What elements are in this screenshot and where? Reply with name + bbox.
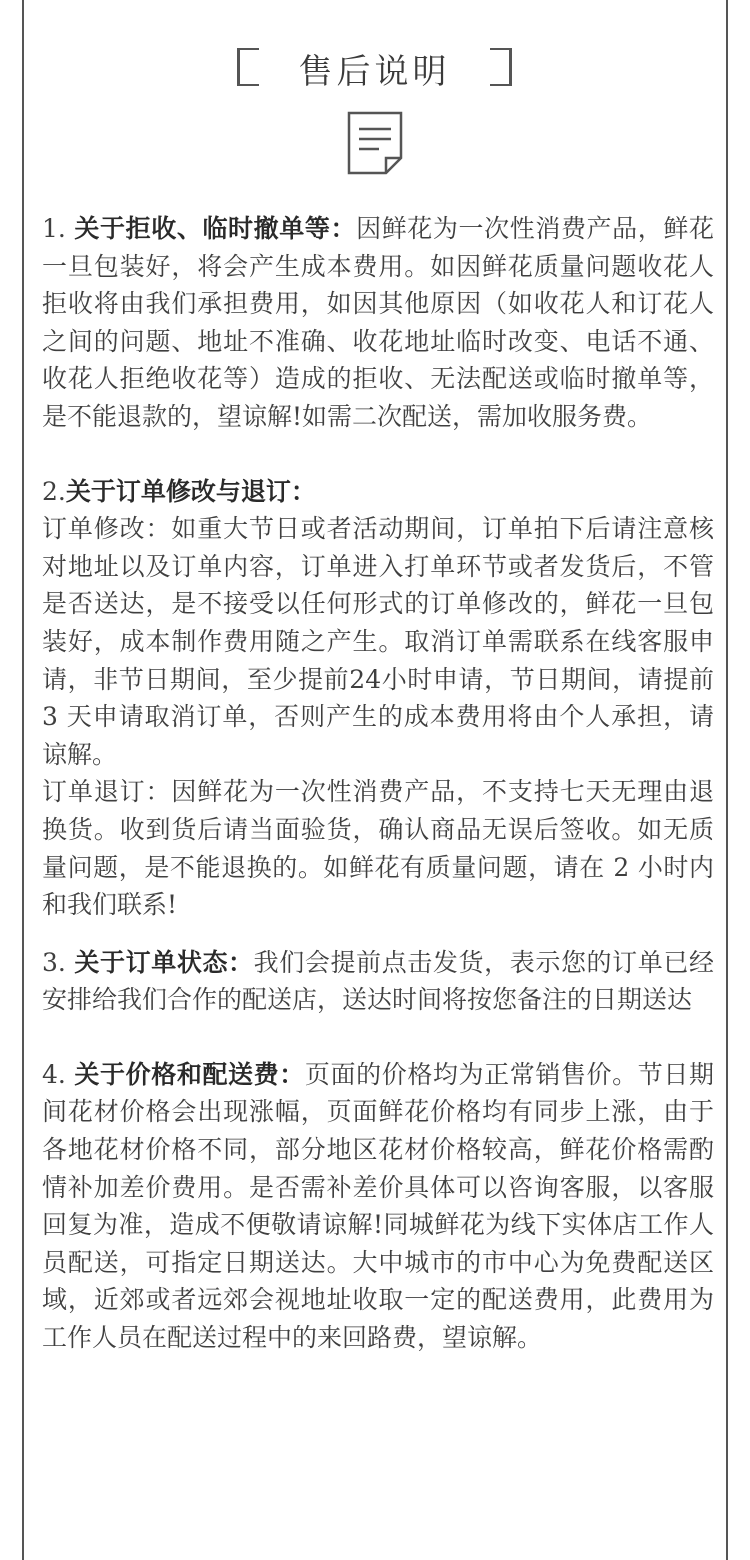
section-paragraph bbox=[42, 944, 714, 1019]
section-paragraph bbox=[42, 1056, 714, 1357]
right-border-line bbox=[726, 0, 728, 1560]
left-bracket-decoration bbox=[237, 48, 259, 86]
order-modification-paragraph: 订单修改：如重大节日或者活动期间，订单拍下后请注意核对地址以及订单内容，订单进入打单环节或者发货后，不管是否送达，是不接受以任何形式的订单修改的，鲜花一旦包装好，成本制作费用随之产生。取消订单需联系在线客服申请，非节日期间，至少提前24小时申请，节日期间，请提前 3 天申请取消订单，否则产生的成本费用将由个人承担，请谅解。 bbox=[42, 514, 714, 769]
section-heading: 关于拒收、临时撤单等： bbox=[74, 214, 357, 243]
page-title: 售后说明 bbox=[298, 52, 451, 92]
section-number: 3. bbox=[42, 947, 66, 977]
order-cancellation-paragraph: 订单退订：因鲜花为一次性消费产品，不支持七天无理由退换货。收到货后请当面验货，确认商品无误后签收。如无质量问题，是不能退换的。如鲜花有质量问题，请在 2 小时内和我们联系! bbox=[42, 777, 714, 920]
section-heading: 关于订单状态： bbox=[74, 947, 254, 977]
document-icon bbox=[346, 110, 404, 176]
section-paragraph bbox=[42, 210, 714, 436]
section-heading: 关于订单修改与退订： bbox=[65, 476, 316, 506]
right-bracket-decoration bbox=[490, 48, 512, 86]
section-refusal-cancellation bbox=[42, 210, 714, 436]
section-heading-line bbox=[42, 473, 714, 511]
section-price-delivery-fee bbox=[42, 1056, 714, 1357]
section-body: 页面的价格均为正常销售价。节日期间花材价格会出现涨幅，页面鲜花价格均有同步上涨，由于各地花材价格不同，部分地区花材价格较高，鲜花价格需酌情补加差价费用。是否需补差价具体可以咨询客服，以客服回复为准，造成不便敬请谅解!同城鲜花为线下实体店工作人员配送，可指定日期送达。大中城市的市中心为免费配送区域，近郊或者远郊会视地址收取一定的配送费用，此费用为工作人员在配送过程中的来回路费，望谅解。 bbox=[42, 1059, 714, 1353]
section-number: 2. bbox=[42, 476, 66, 506]
section-number: 1. bbox=[42, 214, 66, 243]
policy-content bbox=[42, 210, 714, 1357]
section-order-modification bbox=[42, 473, 714, 924]
section-body: 因鲜花为一次性消费产品，鲜花一旦包装好，将会产生成本费用。如因鲜花质量问题收花人拒收将由我们承担费用，如因其他原因（如收花人和订花人之间的问题、地址不准确、收花地址临时改变、电话不通、收花人拒绝收花等）造成的拒收、无法配送或临时撤单等，是不能退款的，望谅解!如需二次配送，需加收服务费。 bbox=[42, 214, 714, 431]
section-number: 4. bbox=[42, 1059, 66, 1089]
section-heading: 关于价格和配送费： bbox=[74, 1059, 305, 1089]
section-body: 我们会提前点击发货，表示您的订单已经安排给我们合作的配送店，送达时间将按您备注的日期送达 bbox=[42, 947, 714, 1015]
left-border-line bbox=[22, 0, 24, 1560]
header bbox=[0, 40, 750, 100]
section-order-status bbox=[42, 944, 714, 1019]
